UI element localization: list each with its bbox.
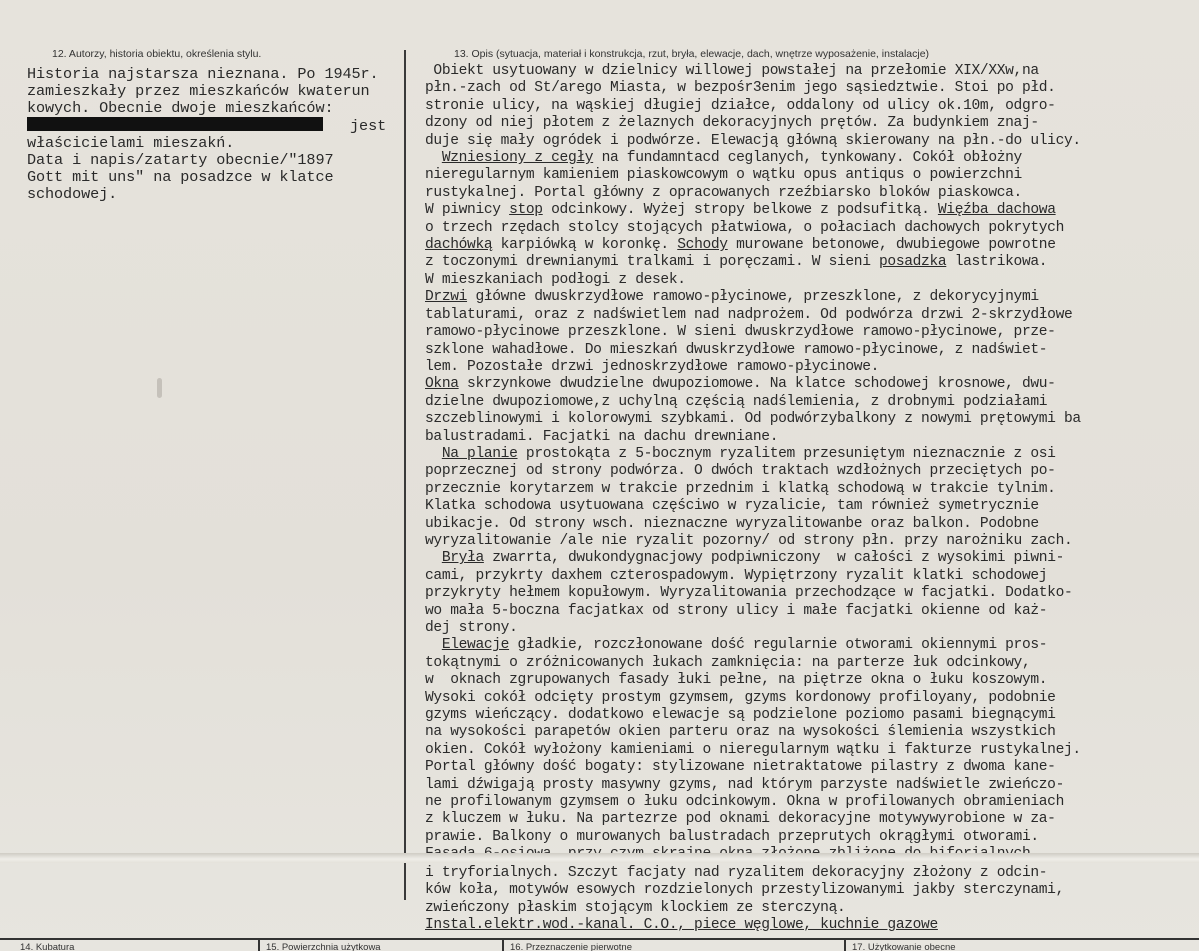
box-uzytkowanie: 17. Użytkowanie obecne bbox=[844, 940, 1192, 951]
desc-line: murowane betonowe, dwubiegowe powrotne bbox=[727, 237, 1056, 254]
desc-line: karpiówką w koronkę. bbox=[492, 237, 678, 254]
keyword-underlined: Bryła bbox=[441, 550, 484, 567]
desc-line: płn.-zach od St/arego Miasta, w bezpośr3enim jego sąsiedztwie. Stoi po płd. bbox=[425, 80, 1056, 97]
desc-line: tablaturami, oraz z nadświetlem nad nadprożem. Od podwórza drzwi 2-skrzydłowe bbox=[425, 306, 1073, 323]
desc-line: o trzech rzędach stolcy stojących płatwiowa, o połaciach dachowych pokrytych bbox=[425, 219, 1064, 236]
box-powierzchnia: 15. Powierzchnia użytkowa bbox=[258, 940, 496, 951]
keyword-underlined: Schody bbox=[677, 237, 728, 254]
paper-fold bbox=[0, 853, 1199, 863]
redaction-bar bbox=[27, 117, 323, 131]
desc-line: gzyms wieńczący. dodatkowo elewacje są podzielone poziomo pasami biegnącymi bbox=[425, 707, 1056, 724]
desc-line: w oknach zgrupowanych fasady łuki pełne, na piętrze okna o łuku koszowym. bbox=[425, 672, 1048, 689]
footer-boxes bbox=[0, 940, 1199, 951]
box-przeznaczenie: 16. Przeznaczenie pierwotne bbox=[502, 940, 830, 951]
desc-line: gładkie, rozczłonowane dość regularnie otworami okiennymi pros- bbox=[509, 637, 1048, 654]
desc-line: prawie. Balkony o murowanych balustradach przeprutych okrągłymi otworami. bbox=[425, 828, 1039, 845]
box-kubatura: 14. Kubatura bbox=[20, 942, 75, 951]
keyword-underlined: Na planie bbox=[441, 445, 518, 462]
keyword-underlined: Wzniesiony z cegły bbox=[441, 150, 594, 167]
history-line: jest bbox=[350, 117, 387, 135]
desc-line: dzony od niej płotem z żelaznych dekoracyjnych prętów. Za budynkiem znaj- bbox=[425, 115, 1039, 132]
desc-line: nieregularnym kamieniem piaskowcowym o wątku opus antiqus o powierzchni bbox=[425, 167, 1022, 184]
paper-smudge bbox=[157, 378, 162, 398]
desc-line: lami dźwigają prosty masywny gzyms, nad którym parzyste nadświetle zwieńczo- bbox=[425, 776, 1064, 793]
desc-line: prostokąta z 5-bocznym ryzalitem przesuniętym nieznacznie z osi bbox=[517, 445, 1056, 462]
desc-line: główne dwuskrzydłowe ramowo-płycinowe, przeszklone, z dekorycyjnymi bbox=[467, 289, 1039, 306]
desc-line: zwarrta, dwukondygnacjowy podpiwniczony w całości z wysokimi piwni- bbox=[483, 550, 1065, 567]
desc-line: wyryzalitowanie /ale nie ryzalit pozorny/ od strony płn. przy narożniku zach. bbox=[425, 532, 1073, 549]
desc-line: szklone wahadłowe. Do mieszkań dwuskrzydłowe ramowo-płycinowe, z nadświet- bbox=[425, 341, 1048, 358]
desc-line: okien. Cokół wyłożony kamieniami o nieregularnym wątku i fakturze rustykalnej. bbox=[425, 741, 1081, 758]
desc-line: ramowo-płycinowe przeszklone. W sieni dwuskrzydłowe ramowo-płycinowe, prze- bbox=[425, 324, 1056, 341]
keyword-underlined: Więźba dachowa bbox=[937, 202, 1056, 219]
desc-line: z kluczem w łuku. Na partezrze pod oknami dekoracyjne motywywyrobione w za- bbox=[425, 811, 1056, 828]
section-12-header: 12. Autorzy, historia obiektu, określenia stylu. bbox=[52, 48, 262, 60]
desc-line: przykryty hełmem kopułowym. Wyryzalitowania przechodzące w facjatki. Dodatko- bbox=[425, 585, 1073, 602]
history-text bbox=[27, 66, 405, 203]
desc-line: poprzecznej od strony podwórza. O dwóch traktach wzdłożnych przeciętych po- bbox=[425, 463, 1056, 480]
desc-line: W mieszkaniach podłogi z desek. bbox=[425, 271, 686, 288]
history-line: Gott mit uns" na posadzce w klatce bbox=[27, 168, 334, 186]
history-line: Historia najstarsza nieznana. Po 1945r. bbox=[27, 65, 379, 83]
desc-line: skrzynkowe dwudzielne dwupoziomowe. Na klatce schodowej krosnowe, dwu- bbox=[458, 376, 1056, 393]
history-line: Data i napis/zatarty obecnie/"1897 bbox=[27, 151, 334, 169]
keyword-underlined: posadzka bbox=[879, 254, 947, 271]
history-line: kowych. Obecnie dwoje mieszkańców: bbox=[27, 99, 334, 117]
desc-line: tokątnymi o zróżnicowanych łukach zamknięcia: na parterze łuk odcinkowy, bbox=[425, 654, 1031, 671]
desc-line: i tryforialnych. Szczyt facjaty nad ryzalitem dekoracyjny złożony z odcin- bbox=[425, 865, 1048, 881]
history-line: zamieszkały przez mieszkańców kwaterun bbox=[27, 82, 370, 100]
desc-line: Wysoki cokół odcięty prostym gzymsem, gzyms kordonowy profiloyany, podobnie bbox=[425, 689, 1056, 706]
desc-line: na fundamntacd ceglanych, tynkowany. Cokół obłożny bbox=[593, 150, 1022, 167]
desc-line: szczeblinowymi i kolorowymi szybkami. Od podwórzybalkony z nowymi prętowymi ba bbox=[425, 411, 1081, 428]
desc-line: Klatka schodowa usytuowana częściwo w ryzalicie, tam również symetrycznie bbox=[425, 498, 1039, 515]
desc-line: dzielne dwupoziomowe,z uchylną częścią nadślemienia, z drobnymi podziałami bbox=[425, 393, 1048, 410]
desc-line: wo mała 5-boczna facjatkax od strony ulicy i małe facjatki okienne od każ- bbox=[425, 602, 1048, 619]
history-line: właścicielami mieszakń. bbox=[27, 134, 235, 152]
keyword-underlined: Drzwi bbox=[425, 289, 468, 306]
keyword-underlined: stop bbox=[509, 202, 543, 219]
desc-line: dej strony. bbox=[425, 620, 518, 636]
desc-line: rustykalnej. Portal główny z opracowanych rzeźbiarsko bloków piaskowca. bbox=[425, 184, 1022, 201]
desc-line: cami, przykrty daxhem czterospadowym. Wypiętrzony ryzalit klatki schodowej bbox=[425, 567, 1048, 584]
desc-line: na wysokości parapetów okien parteru oraz na wysokości ślemienia wszystkich bbox=[425, 724, 1056, 741]
desc-line: Obiekt usytuowany w dzielnicy willowej powstałej na przełomie XIX/XXw,na bbox=[433, 63, 1039, 79]
keyword-underlined: Instal.elektr.wod.-kanal. C.O., piece węglowe, kuchnie gazowe bbox=[425, 917, 938, 934]
desc-line: balustradami. Facjatki na dachu drewniane. bbox=[425, 428, 779, 445]
desc-line: przecznie korytarzem w trakcie przednim i klatką schodową w trakcie tylnim. bbox=[425, 480, 1056, 497]
keyword-underlined: dachówką bbox=[425, 237, 493, 254]
desc-line: ubikacje. Od strony wsch. nieznaczne wyryzalitowanbe oraz balkon. Podobne bbox=[425, 515, 1039, 532]
desc-line: lem. Pozostałe drzwi jednoskrzydłowe ramowo-płycinowe. bbox=[425, 358, 880, 375]
desc-line: z toczonymi drewnianymi tralkami i poręczami. W sieni bbox=[425, 254, 880, 271]
desc-line: Portal główny dość bogaty: stylizowane nietraktatowe pilastry z dwoma kane- bbox=[425, 759, 1056, 776]
history-line: schodowej. bbox=[27, 185, 118, 203]
desc-line: ne profilowanym gzymsem o łuku odcinkowym. Okna w profilowanych obramieniach bbox=[425, 794, 1064, 811]
keyword-underlined: Okna bbox=[425, 376, 459, 393]
section-13-header: 13. Opis (sytuacja, materiał i konstrukcja, rzut, bryła, elewacje, dach, wnętrze wyposażenie, instalacje) bbox=[454, 48, 930, 60]
desc-line: duje się mały ogródek i podwórze. Elewacją główną skierowany na płn.-do ulicy. bbox=[425, 132, 1081, 149]
desc-line: W piwnicy bbox=[425, 202, 510, 219]
description-continuation bbox=[425, 865, 1197, 935]
desc-line: ków koła, motywów esowych rozdzielonych przestylizowanymi jakby sterczynami, bbox=[425, 882, 1064, 899]
desc-line: odcinkowy. Wyżej stropy belkowe z podsufitką. bbox=[542, 202, 938, 219]
desc-line: stronie ulicy, na wąskiej długiej działce, oddalony od ulicy ok.10m, odgro- bbox=[425, 97, 1056, 114]
desc-line: lastrikowa. bbox=[946, 254, 1048, 271]
description-text bbox=[425, 63, 1197, 864]
desc-line: zwieńczony płaskim stojącym klockiem ze sterczyną. bbox=[425, 899, 846, 916]
keyword-underlined: Elewacje bbox=[441, 637, 510, 654]
